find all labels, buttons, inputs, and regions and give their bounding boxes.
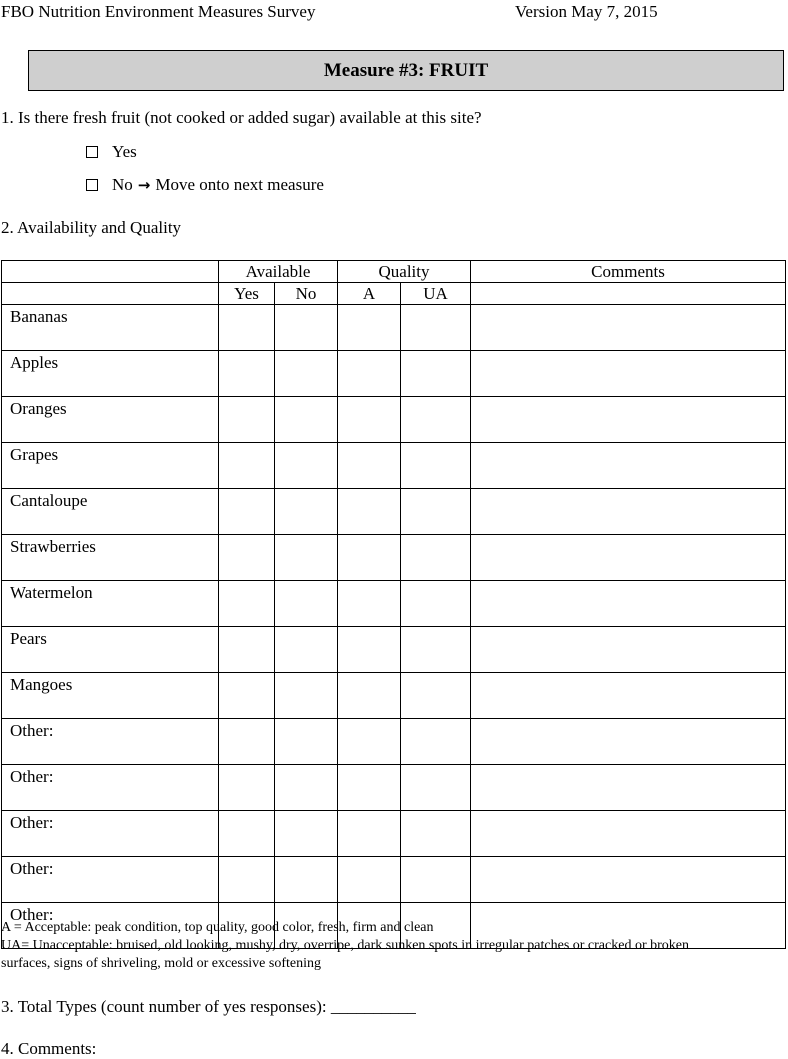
table-row (2, 673, 786, 719)
cell-available-yes[interactable] (219, 581, 275, 627)
cell-quality-ua[interactable] (401, 351, 471, 397)
cell-available-no[interactable] (275, 351, 338, 397)
table-row (2, 351, 786, 397)
cell-quality-ua[interactable] (401, 443, 471, 489)
cell-quality-a[interactable] (338, 719, 401, 765)
table-row (2, 397, 786, 443)
cell-quality-ua[interactable] (401, 765, 471, 811)
cell-available-yes[interactable] (219, 489, 275, 535)
cell-quality-ua[interactable] (401, 397, 471, 443)
cell-quality-a[interactable] (338, 857, 401, 903)
row-label: Pears (2, 627, 219, 673)
cell-quality-ua[interactable] (401, 627, 471, 673)
cell-comments[interactable] (471, 765, 786, 811)
cell-available-yes[interactable] (219, 673, 275, 719)
cell-quality-a[interactable] (338, 305, 401, 351)
cell-available-yes[interactable] (219, 535, 275, 581)
header-version: Version May 7, 2015 (515, 2, 658, 21)
cell-available-yes[interactable] (219, 351, 275, 397)
table-row (2, 719, 786, 765)
cell-quality-ua[interactable] (401, 857, 471, 903)
cell-available-no[interactable] (275, 627, 338, 673)
arrow-right-icon: → (137, 176, 151, 194)
cell-available-no[interactable] (275, 397, 338, 443)
cell-available-no[interactable] (275, 581, 338, 627)
option-yes-label: Yes (112, 142, 137, 161)
cell-comments[interactable] (471, 535, 786, 581)
question-3: 3. Total Types (count number of yes responses): __________ (1, 997, 416, 1016)
measure-title (28, 50, 784, 91)
table-row (2, 443, 786, 489)
question-1: 1. Is there fresh fruit (not cooked or added sugar) available at this site? (1, 108, 482, 127)
note-unacceptable: UA= Unacceptable: bruised, old looking, mushy, dry, overripe, dark sunken spots in irregular patches or cracked or broken (1, 938, 689, 953)
measure-title-text: Measure #3: FRUIT (323, 59, 489, 81)
cell-quality-a[interactable] (338, 765, 401, 811)
cell-available-yes[interactable] (219, 443, 275, 489)
cell-comments[interactable] (471, 305, 786, 351)
header-no: No (275, 283, 338, 305)
note-unacceptable-cont: surfaces, signs of shriveling, mold or excessive softening (1, 956, 321, 971)
cell-available-no[interactable] (275, 811, 338, 857)
question-4: 4. Comments: (1, 1039, 97, 1058)
row-label: Other: (2, 719, 219, 765)
note-acceptable: A = Acceptable: peak condition, top quality, good color, fresh, firm and clean (1, 920, 434, 935)
row-label: Grapes (2, 443, 219, 489)
table-row (2, 581, 786, 627)
cell-available-yes[interactable] (219, 719, 275, 765)
subheader-comments-blank (471, 283, 786, 305)
row-label: Oranges (2, 397, 219, 443)
table-row (2, 811, 786, 857)
checkbox-no[interactable] (86, 179, 98, 191)
cell-comments[interactable] (471, 351, 786, 397)
cell-available-yes[interactable] (219, 397, 275, 443)
header-comments: Comments (471, 261, 786, 283)
cell-quality-a[interactable] (338, 351, 401, 397)
cell-quality-a[interactable] (338, 489, 401, 535)
cell-available-no[interactable] (275, 489, 338, 535)
cell-available-no[interactable] (275, 673, 338, 719)
option-yes[interactable] (86, 142, 137, 162)
cell-quality-ua[interactable] (401, 305, 471, 351)
header-a: A (338, 283, 401, 305)
fruit-table (1, 260, 786, 949)
row-label: Apples (2, 351, 219, 397)
cell-comments[interactable] (471, 857, 786, 903)
cell-quality-a[interactable] (338, 443, 401, 489)
cell-comments[interactable] (471, 811, 786, 857)
cell-available-yes[interactable] (219, 765, 275, 811)
cell-quality-ua[interactable] (401, 581, 471, 627)
cell-available-no[interactable] (275, 765, 338, 811)
cell-quality-a[interactable] (338, 535, 401, 581)
cell-available-yes[interactable] (219, 811, 275, 857)
cell-available-no[interactable] (275, 305, 338, 351)
row-label: Other: (2, 811, 219, 857)
cell-comments[interactable] (471, 397, 786, 443)
cell-available-yes[interactable] (219, 305, 275, 351)
subheader-blank (2, 283, 219, 305)
header-ua: UA (401, 283, 471, 305)
cell-quality-a[interactable] (338, 627, 401, 673)
row-label: Mangoes (2, 673, 219, 719)
table-row (2, 305, 786, 351)
table-row (2, 489, 786, 535)
cell-available-no[interactable] (275, 443, 338, 489)
cell-quality-a[interactable] (338, 397, 401, 443)
table-row (2, 535, 786, 581)
row-label: Other: (2, 765, 219, 811)
cell-quality-ua[interactable] (401, 489, 471, 535)
cell-comments[interactable] (471, 673, 786, 719)
table-row (2, 857, 786, 903)
cell-available-yes[interactable] (219, 627, 275, 673)
row-label: Bananas (2, 305, 219, 351)
cell-available-no[interactable] (275, 857, 338, 903)
row-label: Strawberries (2, 535, 219, 581)
option-no-note: Move onto next measure (155, 175, 324, 194)
header-blank (2, 261, 219, 283)
cell-available-yes[interactable] (219, 857, 275, 903)
cell-quality-a[interactable] (338, 581, 401, 627)
cell-quality-a[interactable] (338, 673, 401, 719)
cell-available-no[interactable] (275, 719, 338, 765)
header-quality: Quality (338, 261, 471, 283)
cell-quality-a[interactable] (338, 811, 401, 857)
cell-quality-ua[interactable] (401, 811, 471, 857)
header-yes: Yes (219, 283, 275, 305)
cell-quality-ua[interactable] (401, 535, 471, 581)
cell-comments[interactable] (471, 719, 786, 765)
cell-comments[interactable] (471, 581, 786, 627)
cell-comments[interactable] (471, 627, 786, 673)
row-label: Other: (2, 903, 219, 949)
cell-comments[interactable] (471, 489, 786, 535)
cell-available-no[interactable] (275, 535, 338, 581)
cell-comments[interactable] (471, 443, 786, 489)
question-2: 2. Availability and Quality (1, 218, 182, 237)
table-row (2, 627, 786, 673)
option-no-label: No (112, 175, 133, 194)
quality-notes (1, 919, 781, 973)
row-label: Other: (2, 857, 219, 903)
row-label: Watermelon (2, 581, 219, 627)
header-survey-name: FBO Nutrition Environment Measures Survey (1, 2, 316, 21)
option-no[interactable] (86, 175, 324, 195)
row-label: Cantaloupe (2, 489, 219, 535)
table-row (2, 765, 786, 811)
cell-quality-ua[interactable] (401, 673, 471, 719)
header-available: Available (219, 261, 338, 283)
cell-quality-ua[interactable] (401, 719, 471, 765)
checkbox-yes[interactable] (86, 146, 98, 158)
